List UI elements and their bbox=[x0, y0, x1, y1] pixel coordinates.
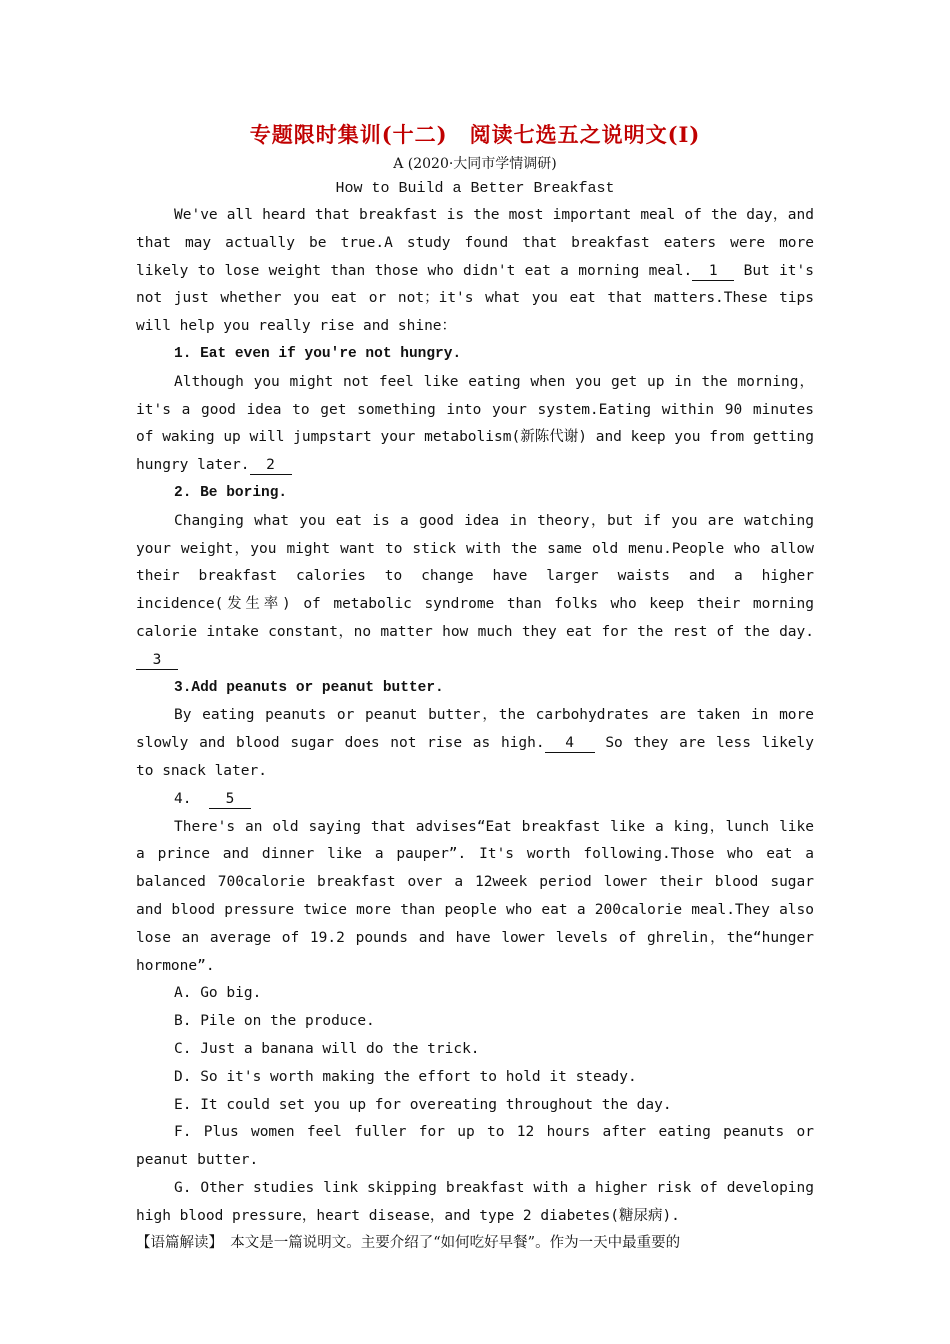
tip-text: Changing what you eat is a good idea in theory，but if you are watching your weight，you might want to stick with the same old menu.People who allow their breakfast calories to change have larger waists and a higher incidence(发生率) of metabolic syndrome than folks who keep their morning calorie intake constant，no matter how much they eat for the rest of the day. bbox=[136, 512, 814, 640]
tip-heading-2: 2. Be boring. bbox=[174, 484, 288, 501]
tip-heading-1: 1. Eat even if you're not hungry. bbox=[174, 345, 462, 362]
blank-5[interactable]: 5 bbox=[209, 790, 251, 809]
intro-text: We've all heard that breakfast is the most important meal of the day，and that may actually be true.A study found that breakfast eaters were more likely to lose weight than those who didn't eat a morning meal. bbox=[136, 207, 814, 279]
tip-number: 4. bbox=[174, 790, 192, 807]
tip-text-after: So they are less likely to snack later. bbox=[136, 735, 815, 779]
page-title: 专题限时集训(十二) 阅读七选五之说明文(Ⅰ) bbox=[249, 122, 701, 147]
blank-4[interactable]: 4 bbox=[545, 734, 595, 753]
tip-text: Although you might not feel like eating when you get up in the morning，it's a good idea to get something into your system.Eating within 90 minutes of waking up will jumpstart your metabolism(新陈代谢) and keep you from getting hungry later. bbox=[136, 373, 814, 474]
document-page bbox=[136, 118, 814, 1258]
blank-1[interactable]: 1 bbox=[692, 262, 734, 281]
analysis-label: 【语篇解读】 bbox=[136, 1235, 216, 1252]
tip-paragraph-3 bbox=[136, 702, 814, 785]
option-d: D. So it's worth making the effort to hold it steady. bbox=[174, 1068, 637, 1085]
option-b: B. Pile on the produce. bbox=[174, 1013, 375, 1030]
intro-paragraph bbox=[136, 202, 814, 341]
passage-source: A (2020·大同市学情调研) bbox=[393, 156, 557, 172]
tip-heading-4 bbox=[136, 786, 814, 814]
passage-heading: How to Build a Better Breakfast bbox=[335, 180, 615, 197]
blank-3[interactable]: 3 bbox=[136, 651, 178, 670]
tip-paragraph-1 bbox=[136, 369, 814, 480]
blank-2[interactable]: 2 bbox=[250, 456, 292, 475]
tip-paragraph-2 bbox=[136, 508, 814, 675]
option-c: C. Just a banana will do the trick. bbox=[174, 1040, 480, 1057]
option-g: G. Other studies link skipping breakfast with a higher risk of developing high blood pressure，heart disease，and type 2 diabetes(糖尿病). bbox=[136, 1179, 814, 1224]
analysis-note bbox=[136, 1230, 814, 1258]
option-f: F. Plus women feel fuller for up to 12 hours after eating peanuts or peanut butter. bbox=[136, 1124, 814, 1169]
tip-paragraph-4: There's an old saying that advises“Eat breakfast like a king，lunch like a prince and dinner like a pauper”. It's worth following.Those who eat a balanced 700calorie breakfast over a 12week period lower their blood sugar and blood pressure twice more than people who eat a 200calorie meal.They also lose an average of 19.2 pounds and have lower levels of ghrelin，the“hunger hormone”. bbox=[136, 818, 814, 974]
tip-text: By eating peanuts or peanut butter，the carbohydrates are taken in more slowly and blood sugar does not rise as high. bbox=[136, 707, 814, 752]
intro-text-after: But it's not just whether you eat or not；it's what you eat that matters.These tips will help you really rise and shine： bbox=[136, 262, 814, 335]
tip-heading-3: 3.Add peanuts or peanut butter. bbox=[174, 679, 444, 696]
option-e: E. It could set you up for overeating throughout the day. bbox=[174, 1096, 672, 1113]
analysis-text: 本文是一篇说明文。主要介绍了“如何吃好早餐”。作为一天中最重要的 bbox=[215, 1235, 681, 1252]
option-a: A. Go big. bbox=[174, 985, 262, 1002]
